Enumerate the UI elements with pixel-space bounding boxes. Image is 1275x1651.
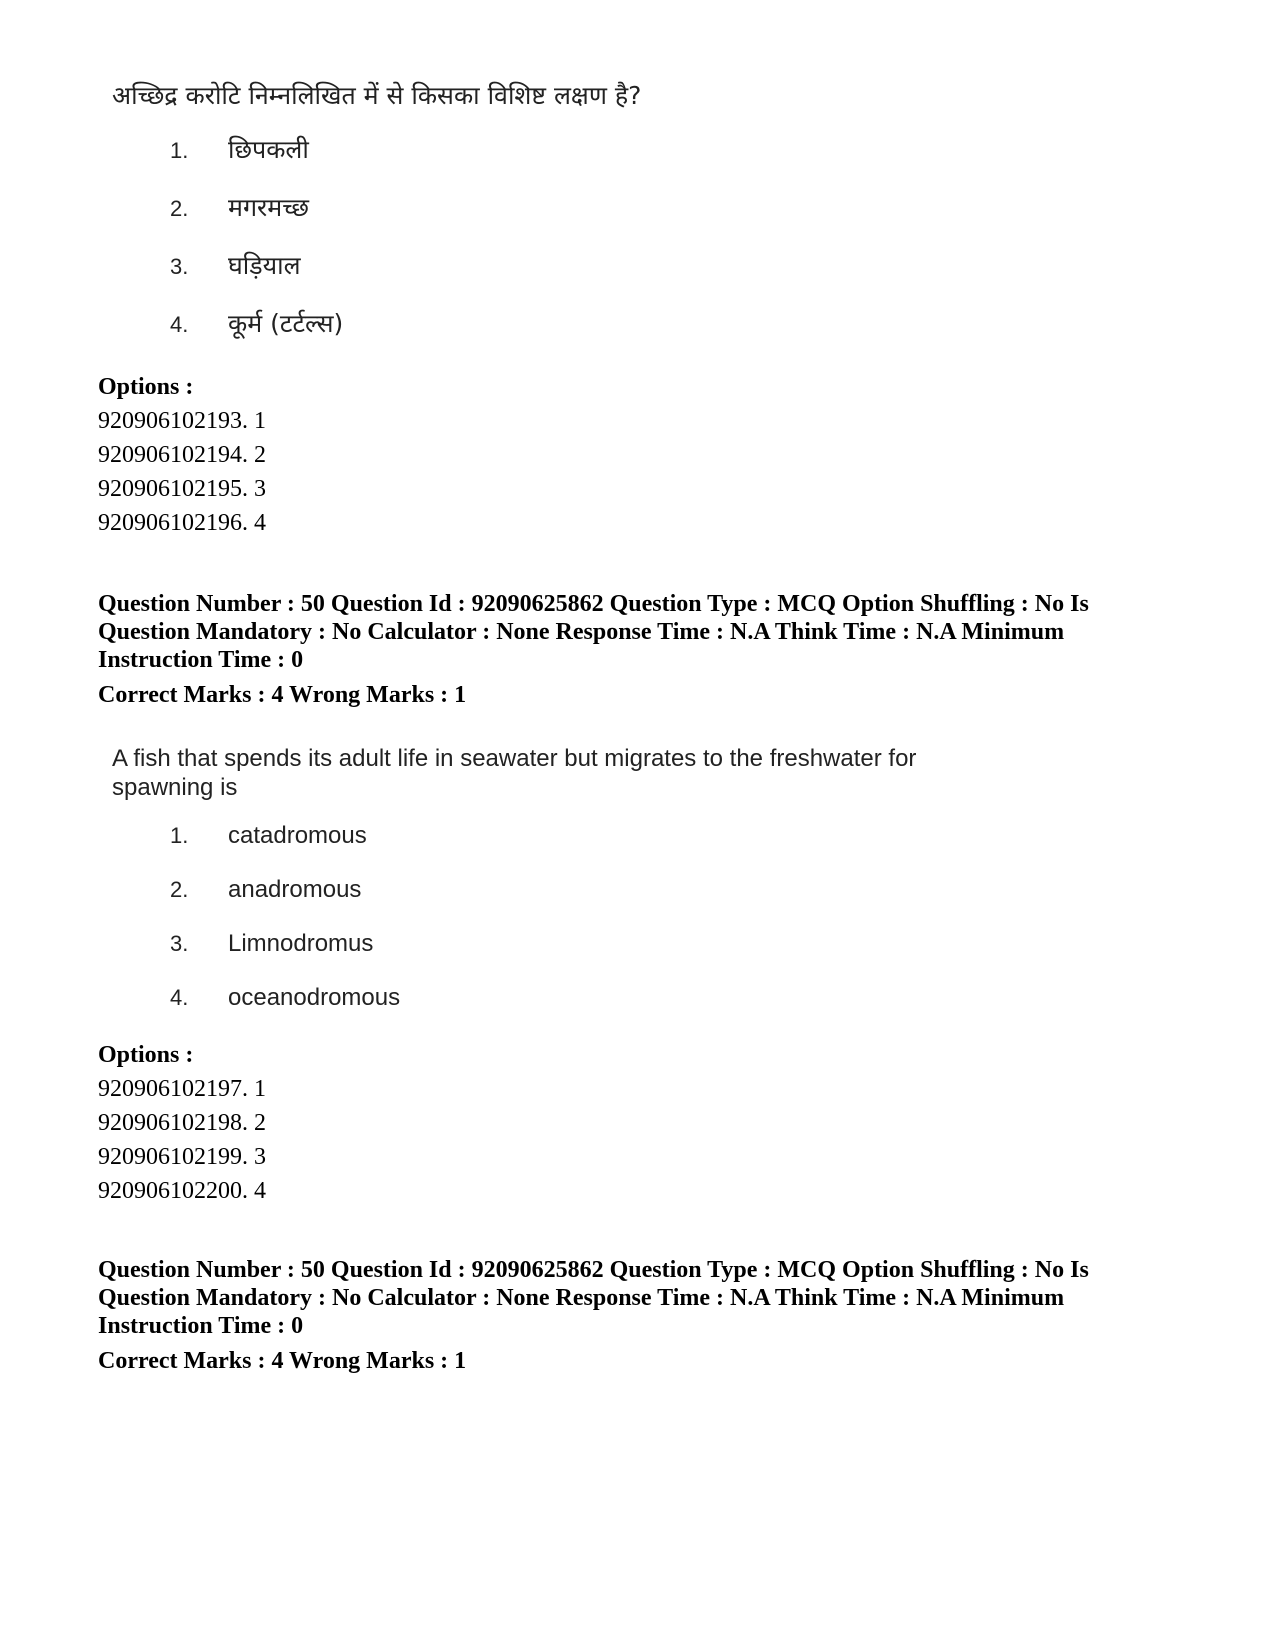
choice-text: anadromous <box>228 876 362 903</box>
marks-line: Correct Marks : 4 Wrong Marks : 1 <box>98 682 467 708</box>
choice-number: 1. <box>170 138 189 163</box>
option-line: 920906102196. 4 <box>98 510 266 536</box>
option-line: 920906102195. 3 <box>98 476 266 502</box>
choice-item <box>170 248 343 306</box>
choice-list-english <box>170 822 400 1038</box>
question-details: Question Number : 50 Question Id : 92090625862 Question Type : MCQ Option Shuffling : No Is Question Mandatory : No Calculator : None Response Time : N.A Think Time : N.A Minimum Instruction Time : 0 <box>98 1257 1089 1339</box>
question-meta-1 <box>98 590 1178 710</box>
choice-text: catadromous <box>228 822 367 849</box>
choice-list-hindi <box>170 132 343 364</box>
choice-number: 2. <box>170 196 189 221</box>
choice-text: Limnodromus <box>228 930 374 957</box>
choice-item <box>170 306 343 364</box>
choice-number: 2. <box>170 877 189 902</box>
option-line: 920906102197. 1 <box>98 1076 266 1102</box>
question-meta-2 <box>98 1256 1178 1376</box>
question-details: Question Number : 50 Question Id : 92090625862 Question Type : MCQ Option Shuffling : No Is Question Mandatory : No Calculator : None Response Time : N.A Think Time : N.A Minimum Instruction Time : 0 <box>98 591 1089 673</box>
choice-text: मगरमच्छ <box>228 193 309 222</box>
choice-number: 1. <box>170 823 189 848</box>
choice-text: घड़ियाल <box>228 251 301 280</box>
marks-line: Correct Marks : 4 Wrong Marks : 1 <box>98 1348 467 1374</box>
choice-text: छिपकली <box>228 135 309 164</box>
options-block-1 <box>98 370 266 540</box>
choice-item <box>170 984 400 1038</box>
options-block-2 <box>98 1038 266 1208</box>
choice-item <box>170 930 400 984</box>
choice-item <box>170 132 343 190</box>
options-label: Options : <box>98 1042 194 1068</box>
choice-number: 3. <box>170 254 189 279</box>
choice-item <box>170 190 343 248</box>
option-line: 920906102200. 4 <box>98 1178 266 1204</box>
question-text-english: A fish that spends its adult life in seawater but migrates to the freshwater for spawning is <box>112 745 917 801</box>
choice-item <box>170 822 400 876</box>
choice-number: 4. <box>170 312 189 337</box>
choice-number: 4. <box>170 985 189 1010</box>
choice-text: oceanodromous <box>228 984 401 1011</box>
option-line: 920906102194. 2 <box>98 442 266 468</box>
choice-item <box>170 876 400 930</box>
options-label: Options : <box>98 374 194 400</box>
choice-number: 3. <box>170 931 189 956</box>
choice-text: कूर्म (टर्टल्स) <box>228 309 344 338</box>
option-line: 920906102193. 1 <box>98 408 266 434</box>
option-line: 920906102199. 3 <box>98 1144 266 1170</box>
question-text-hindi: अच्छिद्र करोटि निम्नलिखित में से किसका विशिष्ट लक्षण है? <box>112 81 642 110</box>
option-line: 920906102198. 2 <box>98 1110 266 1136</box>
